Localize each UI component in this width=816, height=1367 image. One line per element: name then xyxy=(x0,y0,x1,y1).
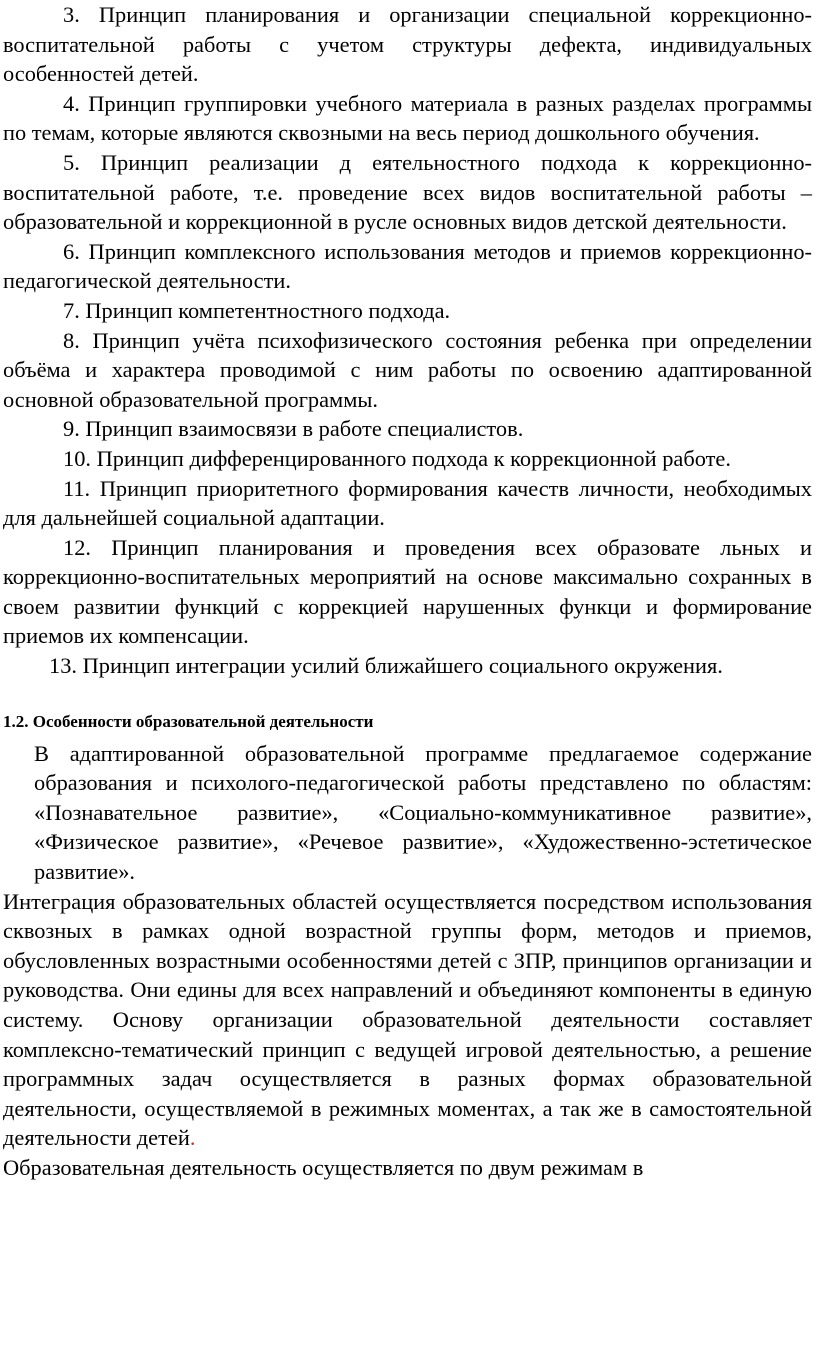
principle-10: 10. Принцип дифференцированного подхода к коррекционной работе. xyxy=(63,445,731,471)
section-heading: 1.2. Особенности образовательной деятельности xyxy=(3,711,374,731)
modes-paragraph: Образовательная деятельность осуществляется по двум режимам в xyxy=(3,1154,644,1180)
principle-11: 11. Принцип приоритетного формирования качеств личности, необходимых для дальнейшей социальной адаптации. xyxy=(3,475,812,531)
principle-3: 3. Принцип планирования и организации специальной коррекционно-воспитательной работы с учетом структуры дефекта, индивидуальных особенностей детей. xyxy=(3,2,812,87)
principle-5: 5. Принцип реализации д еятельностного подхода к коррекционно-воспитательной работе, т.е. проведение всех видов воспитательной работы – образовательной и коррекционной в русле основных видов детской деятельности. xyxy=(3,149,812,235)
principle-12: 12. Принцип планирования и проведения всех образовате льных и коррекционно-воспитательных мероприятий на основе максимально сохранных в своем развитии функций с коррекцией нарушенных функци и формирование приемов их компенсации. xyxy=(3,534,812,649)
principle-8: 8. Принцип учёта психофизического состояния ребенка при определении объёма и характера проводимой с ним работы по освоению адаптированной основной образовательной программы. xyxy=(3,327,812,412)
intro-paragraph: В адаптированной образовательной программе предлагаемое содержание образования и психолого-педагогической работы представлено по областям: «Познавательное развитие», «Социально-коммуникативное развитие», «Физическое развитие», «Речевое развитие», «Художественно-эстетическое развитие». xyxy=(34,740,812,885)
integration-paragraph xyxy=(3,887,812,1153)
principle-6: 6. Принцип комплексного использования методов и приемов коррекционно-педагогической деятельности. xyxy=(3,238,812,294)
principle-7: 7. Принцип компетентностного подхода. xyxy=(63,297,451,323)
principle-13: 13. Принцип интеграции усилий ближайшего социального окружения. xyxy=(49,653,723,679)
principle-9: 9. Принцип взаимосвязи в работе специалистов. xyxy=(63,416,524,442)
intro-block xyxy=(3,739,812,887)
principle-4: 4. Принцип группировки учебного материала в разных разделах программы по темам, которые являются сквозными на весь период дошкольного обучения. xyxy=(3,90,812,146)
integration-text: Интеграция образовательных областей осуществляется посредством использования сквозных в рамках одной возрастной группы форм, методов и приемов, обусловленных возрастными особенностями детей с ЗПР, принципов организации и руководства. Они едины для всех направлений и объединяют компоненты в единую систему. Основу организации образовательной деятельности составляет комплексно-тематический принцип с ведущей игровой деятельностью, а решение программных задач осуществляется в разных формах образовательной деятельности, осуществляемой в режимных моментах, а так же в самостоятельной деятельности детей xyxy=(3,888,812,1151)
integration-end-mark: . xyxy=(189,1125,196,1151)
